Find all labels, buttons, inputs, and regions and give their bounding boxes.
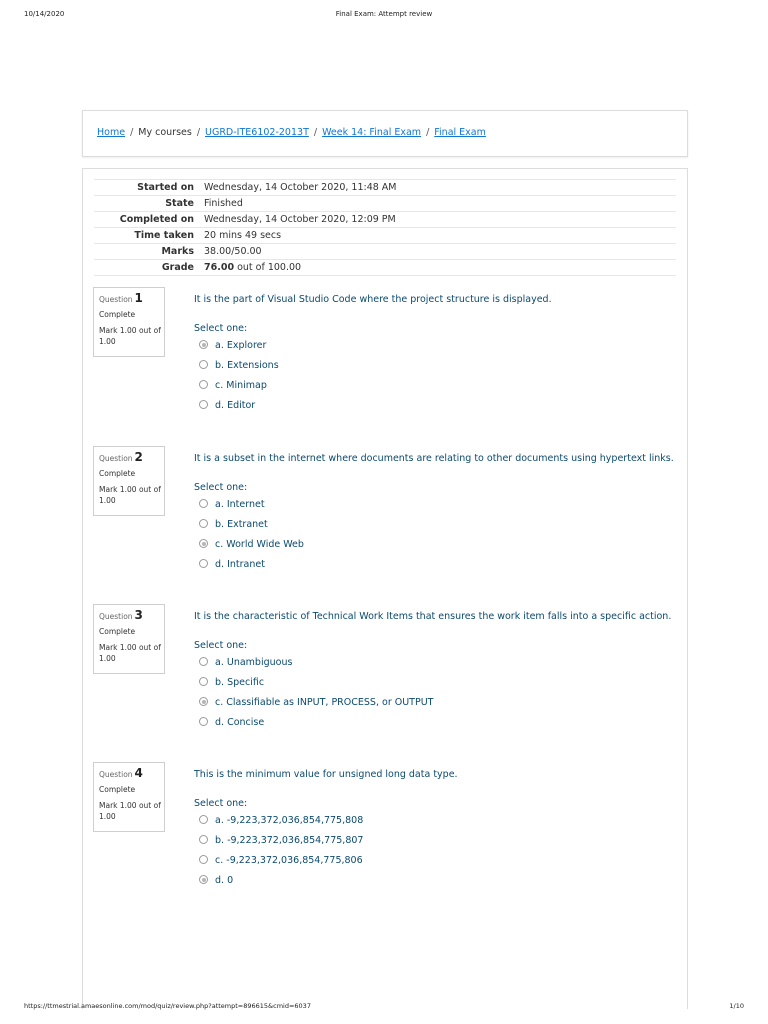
- answer-option-label: d. 0: [215, 875, 234, 886]
- question-info-box: [93, 762, 165, 832]
- question-number: [99, 766, 143, 780]
- quiz-review-region: [82, 168, 688, 1009]
- summary-label: Time taken: [134, 230, 194, 241]
- attempt-summary-table: [94, 179, 676, 276]
- question-text: This is the minimum value for unsigned long data type.: [194, 769, 458, 780]
- question-number: [99, 291, 143, 305]
- breadcrumb-link[interactable]: Week 14: Final Exam: [322, 127, 422, 138]
- answer-option[interactable]: [199, 855, 363, 866]
- question-text: It is the characteristic of Technical Work Items that ensures the work item falls into a specific action.: [194, 611, 672, 622]
- print-page-number: 1/10: [729, 1002, 744, 1010]
- answer-option[interactable]: [199, 559, 265, 570]
- radio-button[interactable]: [199, 360, 208, 369]
- answer-option[interactable]: [199, 519, 268, 530]
- question-label: Question: [99, 454, 133, 463]
- answer-option[interactable]: [199, 400, 255, 411]
- question-text: It is the part of Visual Studio Code where the project structure is displayed.: [194, 294, 552, 305]
- radio-button[interactable]: [199, 657, 208, 666]
- question-status: Complete: [99, 627, 136, 636]
- answer-option-label: b. Specific: [215, 677, 265, 688]
- answer-option-label: c. Minimap: [215, 380, 267, 391]
- breadcrumb-link[interactable]: Final Exam: [434, 127, 486, 138]
- question-number-value: 2: [134, 450, 143, 464]
- grade-out-of: out of 100.00: [234, 262, 302, 273]
- radio-button[interactable]: [199, 519, 208, 528]
- answer-option[interactable]: [199, 340, 266, 351]
- answer-option-label: b. -9,223,372,036,854,775,807: [215, 835, 364, 846]
- question-label: Question: [99, 770, 133, 779]
- grade-value: 76.00: [204, 262, 235, 273]
- question-text: It is a subset in the internet where documents are relating to other documents using hypertext links.: [194, 453, 674, 464]
- summary-row: [94, 180, 676, 196]
- radio-button[interactable]: [199, 835, 208, 844]
- summary-label: Started on: [137, 182, 194, 193]
- answer-option-label: b. Extranet: [215, 519, 268, 530]
- print-title: Final Exam: Attempt review: [335, 10, 433, 18]
- radio-button[interactable]: [199, 815, 208, 824]
- answer-option[interactable]: [199, 380, 267, 391]
- answer-option-label: a. Unambiguous: [215, 657, 293, 668]
- breadcrumb-separator: /: [196, 127, 201, 138]
- summary-row: [94, 260, 676, 276]
- question-info-box: [93, 287, 165, 357]
- answer-option-label: c. Classifiable as INPUT, PROCESS, or OUTPUT: [215, 697, 434, 708]
- question-number: [99, 450, 143, 464]
- question-status: Complete: [99, 310, 136, 319]
- answer-option-label: a. -9,223,372,036,854,775,808: [215, 815, 364, 826]
- radio-button[interactable]: [199, 400, 208, 409]
- summary-label: State: [165, 198, 194, 209]
- breadcrumb-bar: [82, 110, 688, 157]
- answer-option[interactable]: [199, 677, 264, 688]
- question-info-box: [93, 604, 165, 674]
- breadcrumb-separator: /: [313, 127, 318, 138]
- radio-button[interactable]: [199, 499, 208, 508]
- answer-option-label: d. Concise: [215, 717, 265, 728]
- summary-value: Wednesday, 14 October 2020, 11:48 AM: [204, 182, 397, 193]
- summary-label: Completed on: [119, 214, 194, 225]
- summary-row: [94, 244, 676, 260]
- summary-value: [204, 260, 676, 276]
- question-block: [93, 446, 683, 576]
- radio-selected[interactable]: [199, 697, 208, 706]
- question-number-value: 1: [134, 291, 143, 305]
- question-mark: Mark 1.00 out of 1.00: [99, 643, 161, 663]
- question-label: Question: [99, 612, 133, 621]
- summary-value: Finished: [204, 198, 243, 209]
- print-date: 10/14/2020: [24, 10, 65, 18]
- answer-option[interactable]: [199, 360, 279, 371]
- radio-selected[interactable]: [199, 875, 208, 884]
- radio-button[interactable]: [199, 677, 208, 686]
- answer-option-label: b. Extensions: [215, 360, 279, 371]
- summary-value: 38.00/50.00: [204, 246, 262, 257]
- breadcrumb: [97, 127, 486, 138]
- answer-option[interactable]: [199, 835, 363, 846]
- answer-option[interactable]: [199, 875, 233, 886]
- radio-button[interactable]: [199, 380, 208, 389]
- summary-row: [94, 196, 676, 212]
- breadcrumb-separator: /: [426, 127, 430, 138]
- question-status: Complete: [99, 469, 136, 478]
- answer-option-label: d. Intranet: [215, 559, 265, 570]
- summary-label: Marks: [161, 246, 194, 257]
- breadcrumb-separator: /: [130, 127, 134, 138]
- question-status: Complete: [99, 785, 136, 794]
- question-block: [93, 604, 683, 734]
- answer-option[interactable]: [199, 717, 264, 728]
- question-block: [93, 287, 683, 417]
- question-info-box: [93, 446, 165, 516]
- answer-option-label: a. Explorer: [215, 340, 267, 351]
- answer-option[interactable]: [199, 657, 292, 668]
- radio-button[interactable]: [199, 717, 208, 726]
- answer-option[interactable]: [199, 815, 363, 826]
- summary-row: [94, 212, 676, 228]
- radio-selected[interactable]: [199, 340, 208, 349]
- question-mark: Mark 1.00 out of 1.00: [99, 801, 161, 821]
- answer-option-label: c. World Wide Web: [215, 539, 304, 550]
- summary-row: [94, 228, 676, 244]
- question-block: [93, 762, 683, 892]
- question-mark: Mark 1.00 out of 1.00: [99, 326, 161, 346]
- select-one-label: Select one:: [194, 640, 248, 651]
- select-one-label: Select one:: [194, 482, 248, 493]
- question-number-value: 4: [134, 766, 143, 780]
- radio-button[interactable]: [199, 559, 208, 568]
- summary-value: 20 mins 49 secs: [204, 230, 282, 241]
- question-label: Question: [99, 295, 133, 304]
- answer-option[interactable]: [199, 697, 433, 708]
- question-number-value: 3: [134, 608, 143, 622]
- answer-option[interactable]: [199, 499, 265, 510]
- breadcrumb-link[interactable]: UGRD-ITE6102-2013T: [205, 127, 309, 138]
- answer-option-label: d. Editor: [215, 400, 256, 411]
- answer-option-label: c. -9,223,372,036,854,775,806: [215, 855, 363, 866]
- select-one-label: Select one:: [194, 798, 248, 809]
- summary-value: Wednesday, 14 October 2020, 12:09 PM: [204, 214, 396, 225]
- answer-option-label: a. Internet: [215, 499, 265, 510]
- breadcrumb-item: My courses: [138, 127, 192, 138]
- select-one-label: Select one:: [194, 323, 248, 334]
- breadcrumb-link[interactable]: Home: [97, 127, 126, 138]
- question-number: [99, 608, 143, 622]
- radio-button[interactable]: [199, 855, 208, 864]
- answer-option[interactable]: [199, 539, 304, 550]
- print-url: https://ttmestrial.amaesonline.com/mod/quiz/review.php?attempt=896615&cmid=6037: [24, 1002, 311, 1010]
- radio-selected[interactable]: [199, 539, 208, 548]
- question-mark: Mark 1.00 out of 1.00: [99, 485, 161, 505]
- summary-label: Grade: [161, 262, 194, 273]
